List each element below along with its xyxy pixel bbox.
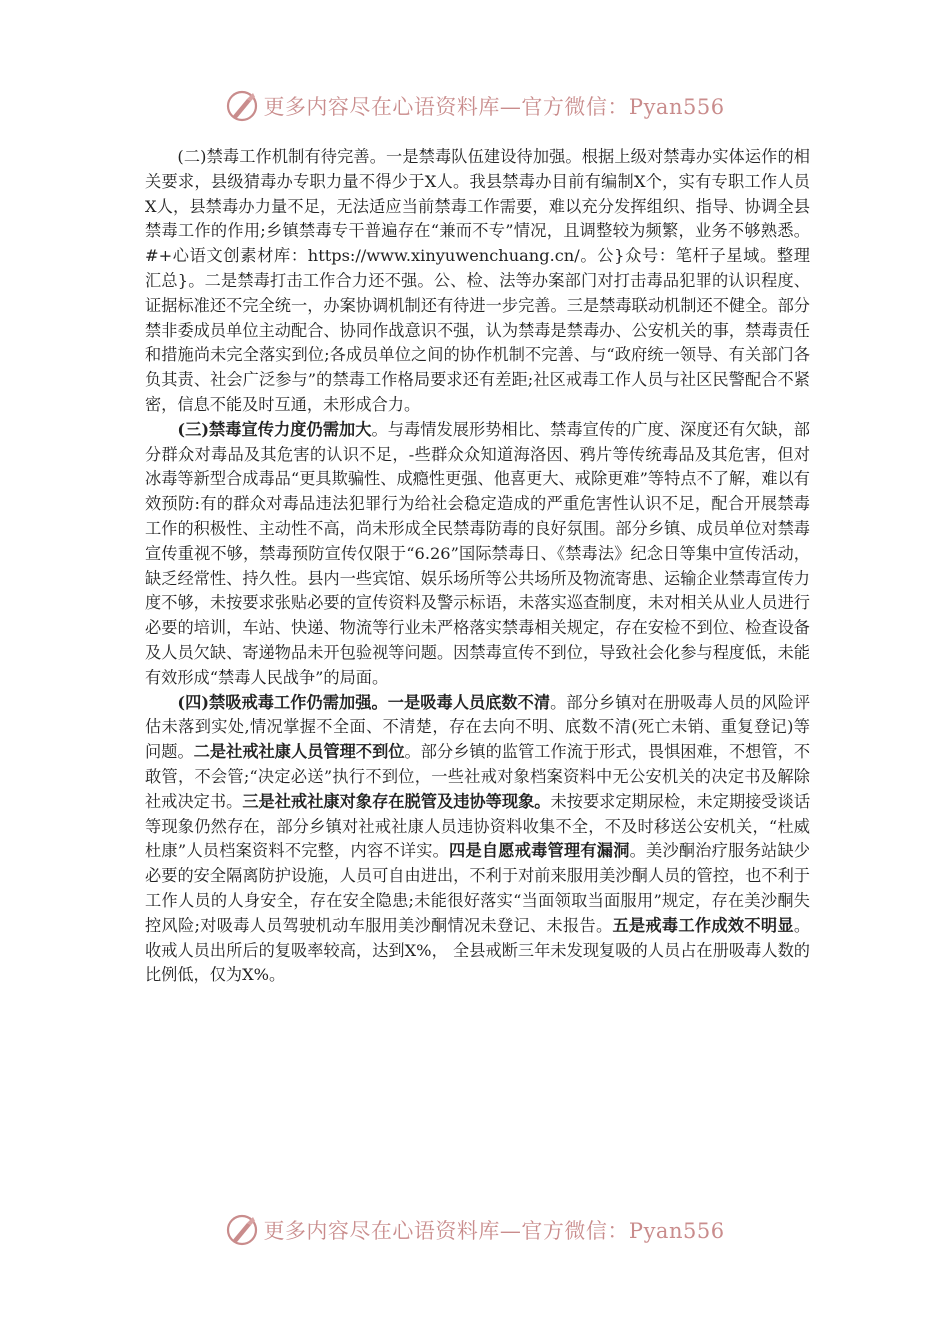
paragraph-run: 。部分乡镇对在册吸毒人员的风险评估未落到实处,情况掌握不全面、不清楚，存在去向不明、底数不清(死亡未销、重复登记)等问题。 — [145, 692, 811, 762]
paragraph-run: 。美沙酮治疗服务站缺少必要的安全隔离防护设施，人员可自由进出，不利于对前来服用美沙酮人员的管控，也不利于工作人员的人身安全，存在安全隐患;未能很好落实“当面领取当面服用”规定，存在美沙酮失控风险;对吸毒人员驾驶机动车服用美沙酮情况未登记、未报告。 — [145, 841, 811, 935]
pen-nib-logo-icon — [225, 1213, 259, 1247]
paragraph-mechanism — [145, 145, 810, 418]
paragraph-heading: 二是社戒社康人员管理不到位 — [193, 742, 405, 762]
paragraph-run: 。与毒情发展形势相比、禁毒宣传的广度、深度还有欠缺，部分群众对毒品及其危害的认识不足，-些群众众知道海洛因、鸦片等传统毒品及其危害，但对冰毒等新型合成毒品“更具欺骗性、成瘾性更强、他喜更大、戒除更难”等特点不了解，难以有效预防:有的群众对毒品违法犯罪行为给社会稳定造成的严重危害性认识不足，配合开展禁毒工作的积极性、主动性不高，尚未形成全民禁毒防毒的良好氛围。部分乡镇、成员单位对禁毒宣传重视不够，禁毒预防宣传仅限于“6.26”国际禁毒日、《禁毒法》纪念日等集中宣传活动，缺乏经常性、持久性。县内一些宾馆、娱乐场所等公共场所及物流寄患、运输企业禁毒宣传力度不够，未按要求张贴必要的宣传资料及警示标语，未落实巡查制度，未对相关从业人员进行必要的培训，车站、快递、物流等行业未严格落实禁毒相关规定，存在安检不到位、检查设备及人员欠缺、寄递物品未开包验视等问题。因禁毒宣传不到位，导致社会化参与程度低，未能有效形成“禁毒人民战争”的局面。 — [145, 419, 810, 687]
footer-banner-text: 更多内容尽在心语资料库—官方微信：Pyan556 — [263, 1219, 725, 1243]
paragraph-rehab — [145, 691, 810, 989]
paragraph-run: 。部分乡镇的监管工作流于形式，畏惧困难，不想管，不敢管，不会管;“决定必送”执行不到位，一些社戒对象档案资料中无公安机关的决定书及解除社戒决定书。 — [145, 742, 811, 811]
paragraph-publicity — [145, 418, 810, 691]
paragraph-heading: 四是自愿戒毒管理有漏洞 — [449, 841, 630, 861]
footer-banner — [0, 1210, 950, 1250]
paragraph-run: 未按要求定期尿检，未定期接受谈话等现象仍然存在，部分乡镇对社戒社康人员违协资料收集不全，不及时移送公安机关，“杜威杜康”人员档案资料不完整，内容不详实。 — [145, 791, 811, 861]
paragraph-heading: 三是社戒社康对象存在脱管及违协等现象。 — [242, 791, 551, 811]
header-banner-text: 更多内容尽在心语资料库—官方微信：Pyan556 — [263, 95, 725, 119]
paragraph-heading: (三)禁毒宣传力度仍需加大 — [177, 419, 372, 439]
paragraph-run: 。收戒人员出所后的复吸率较高，达到X%， 全县戒断三年未发现复吸的人员占在册吸毒人数的比例低，仅为X%。 — [145, 915, 810, 985]
document-body — [145, 145, 810, 988]
paragraph-heading: 五是戒毒工作成效不明显 — [612, 915, 794, 935]
header-banner — [0, 86, 950, 126]
paragraph-run: (二)禁毒工作机制有待完善。一是禁毒队伍建设待加强。根据上级对禁毒办实体运作的相关要求，县级猜毒办专职力量不得少于X人。我县禁毒办目前有编制X个，实有专职工作人员X人，县禁毒办力量不足，无法适应当前禁毒工作需要，难以充分发挥组织、指导、协调全县禁毒工作的作用;乡镇禁毒专干普遍存在“兼而不专”情况，且调整较为频繁，业务不够熟悉。#+心语文创素材库：https://www.xinyuwenchuang.cn/。公}众号：笔杆子星域。整理汇总}。二是禁毒打击工作合力还不强。公、检、法等办案部门对打击毒品犯罪的认识程度、证据标准还不完全统一，办案协调机制还有待进一步完善。三是禁毒联动机制还不健全。部分禁非委成员单位主动配合、协同作战意识不强，认为禁毒是禁毒办、公安机关的事，禁毒责任和措施尚未完全落实到位;各成员单位之间的协作机制不完善、与“政府统一领导、有关部门各负其责、社会广泛参与”的禁毒工作格局要求还有差距;社区戒毒工作人员与社区民警配合不紧密，信息不能及时互通，未形成合力。 — [145, 147, 810, 414]
paragraph-heading: (四)禁吸戒毒工作仍需加强。一是吸毒人员底数不清 — [177, 692, 551, 712]
pen-nib-logo-icon — [225, 89, 259, 123]
